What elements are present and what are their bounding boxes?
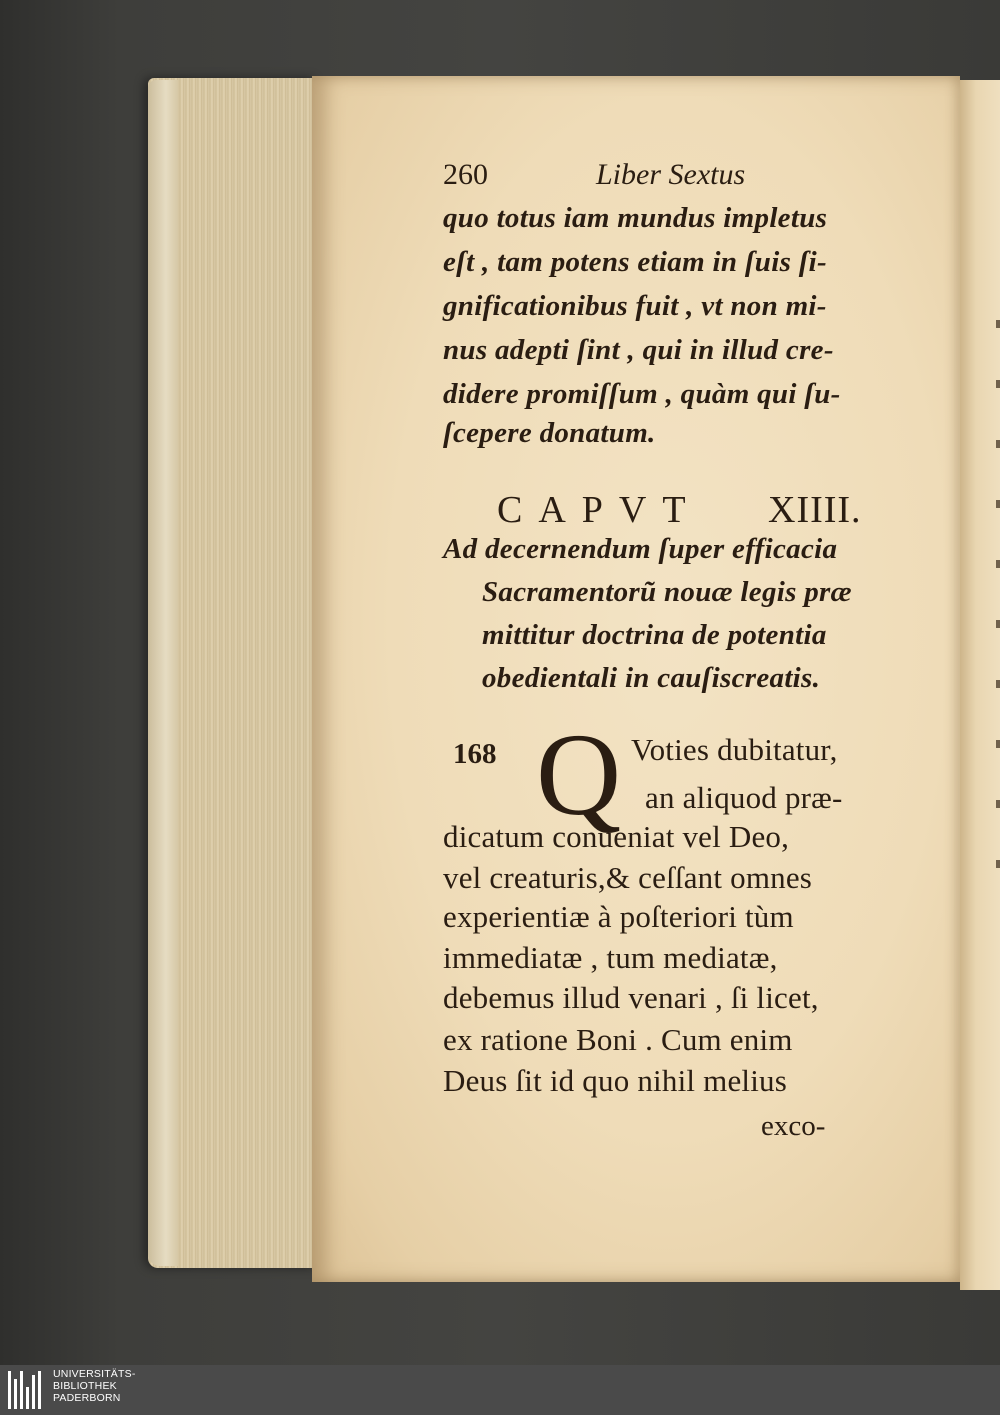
chapter-number: XIIII. [768,489,862,531]
body-line: Deus ſit id quo nihil melius [443,1063,788,1098]
library-name-line: PADERBORN [53,1392,121,1404]
library-name-line: UNIVERSITÄTS- [53,1368,136,1380]
body-line: an aliquod præ- [645,780,843,815]
body-line: dicatum conueniat vel Deo, [443,819,790,854]
facing-page-text-marks [996,320,1000,880]
body-line: experientiæ à poſteriori tùm [443,899,794,934]
chapter-summary-line: obedientali in cauſiscreatis. [482,662,821,694]
intro-line: ſcepere donatum. [443,417,656,449]
facing-page-edge [960,80,1000,1290]
library-logo-icon [8,1371,48,1409]
library-name [53,1368,136,1404]
margin-number: 168 [453,738,497,770]
body-line: ex ratione Boni . Cum enim [443,1022,793,1057]
library-footer [0,1365,1000,1415]
body-line: immediatæ , tum mediatæ, [443,940,778,975]
chapter-heading: CAPVT [497,489,702,531]
intro-line: quo totus iam mundus impletus [443,202,828,234]
intro-line: didere promiſſum , quàm qui ſu- [443,378,841,410]
chapter-summary-line: Ad decernendum ſuper efficacia [443,533,838,565]
body-line: debemus illud venari , ſi licet, [443,980,819,1015]
library-name-line: BIBLIOTHEK [53,1380,117,1392]
intro-line: gnificationibus fuit , vt non mi- [443,290,827,322]
catchword: exco- [761,1110,826,1142]
book-cover-edge [148,80,178,1266]
intro-line: eſt , tam potens etiam in ſuis ſi- [443,246,827,278]
chapter-summary-line: Sacramentorũ nouæ legis præ [482,576,852,608]
drop-cap: Q [536,709,622,840]
body-line: vel creaturis,& ceſſant omnes [443,860,813,895]
running-head-title: Liber Sextus [596,158,746,191]
body-line: Voties dubitatur, [631,732,838,767]
intro-line: nus adepti ſint , qui in illud cre- [443,334,834,366]
page-number: 260 [443,158,488,191]
chapter-summary-line: mittitur doctrina de potentia [482,619,827,651]
